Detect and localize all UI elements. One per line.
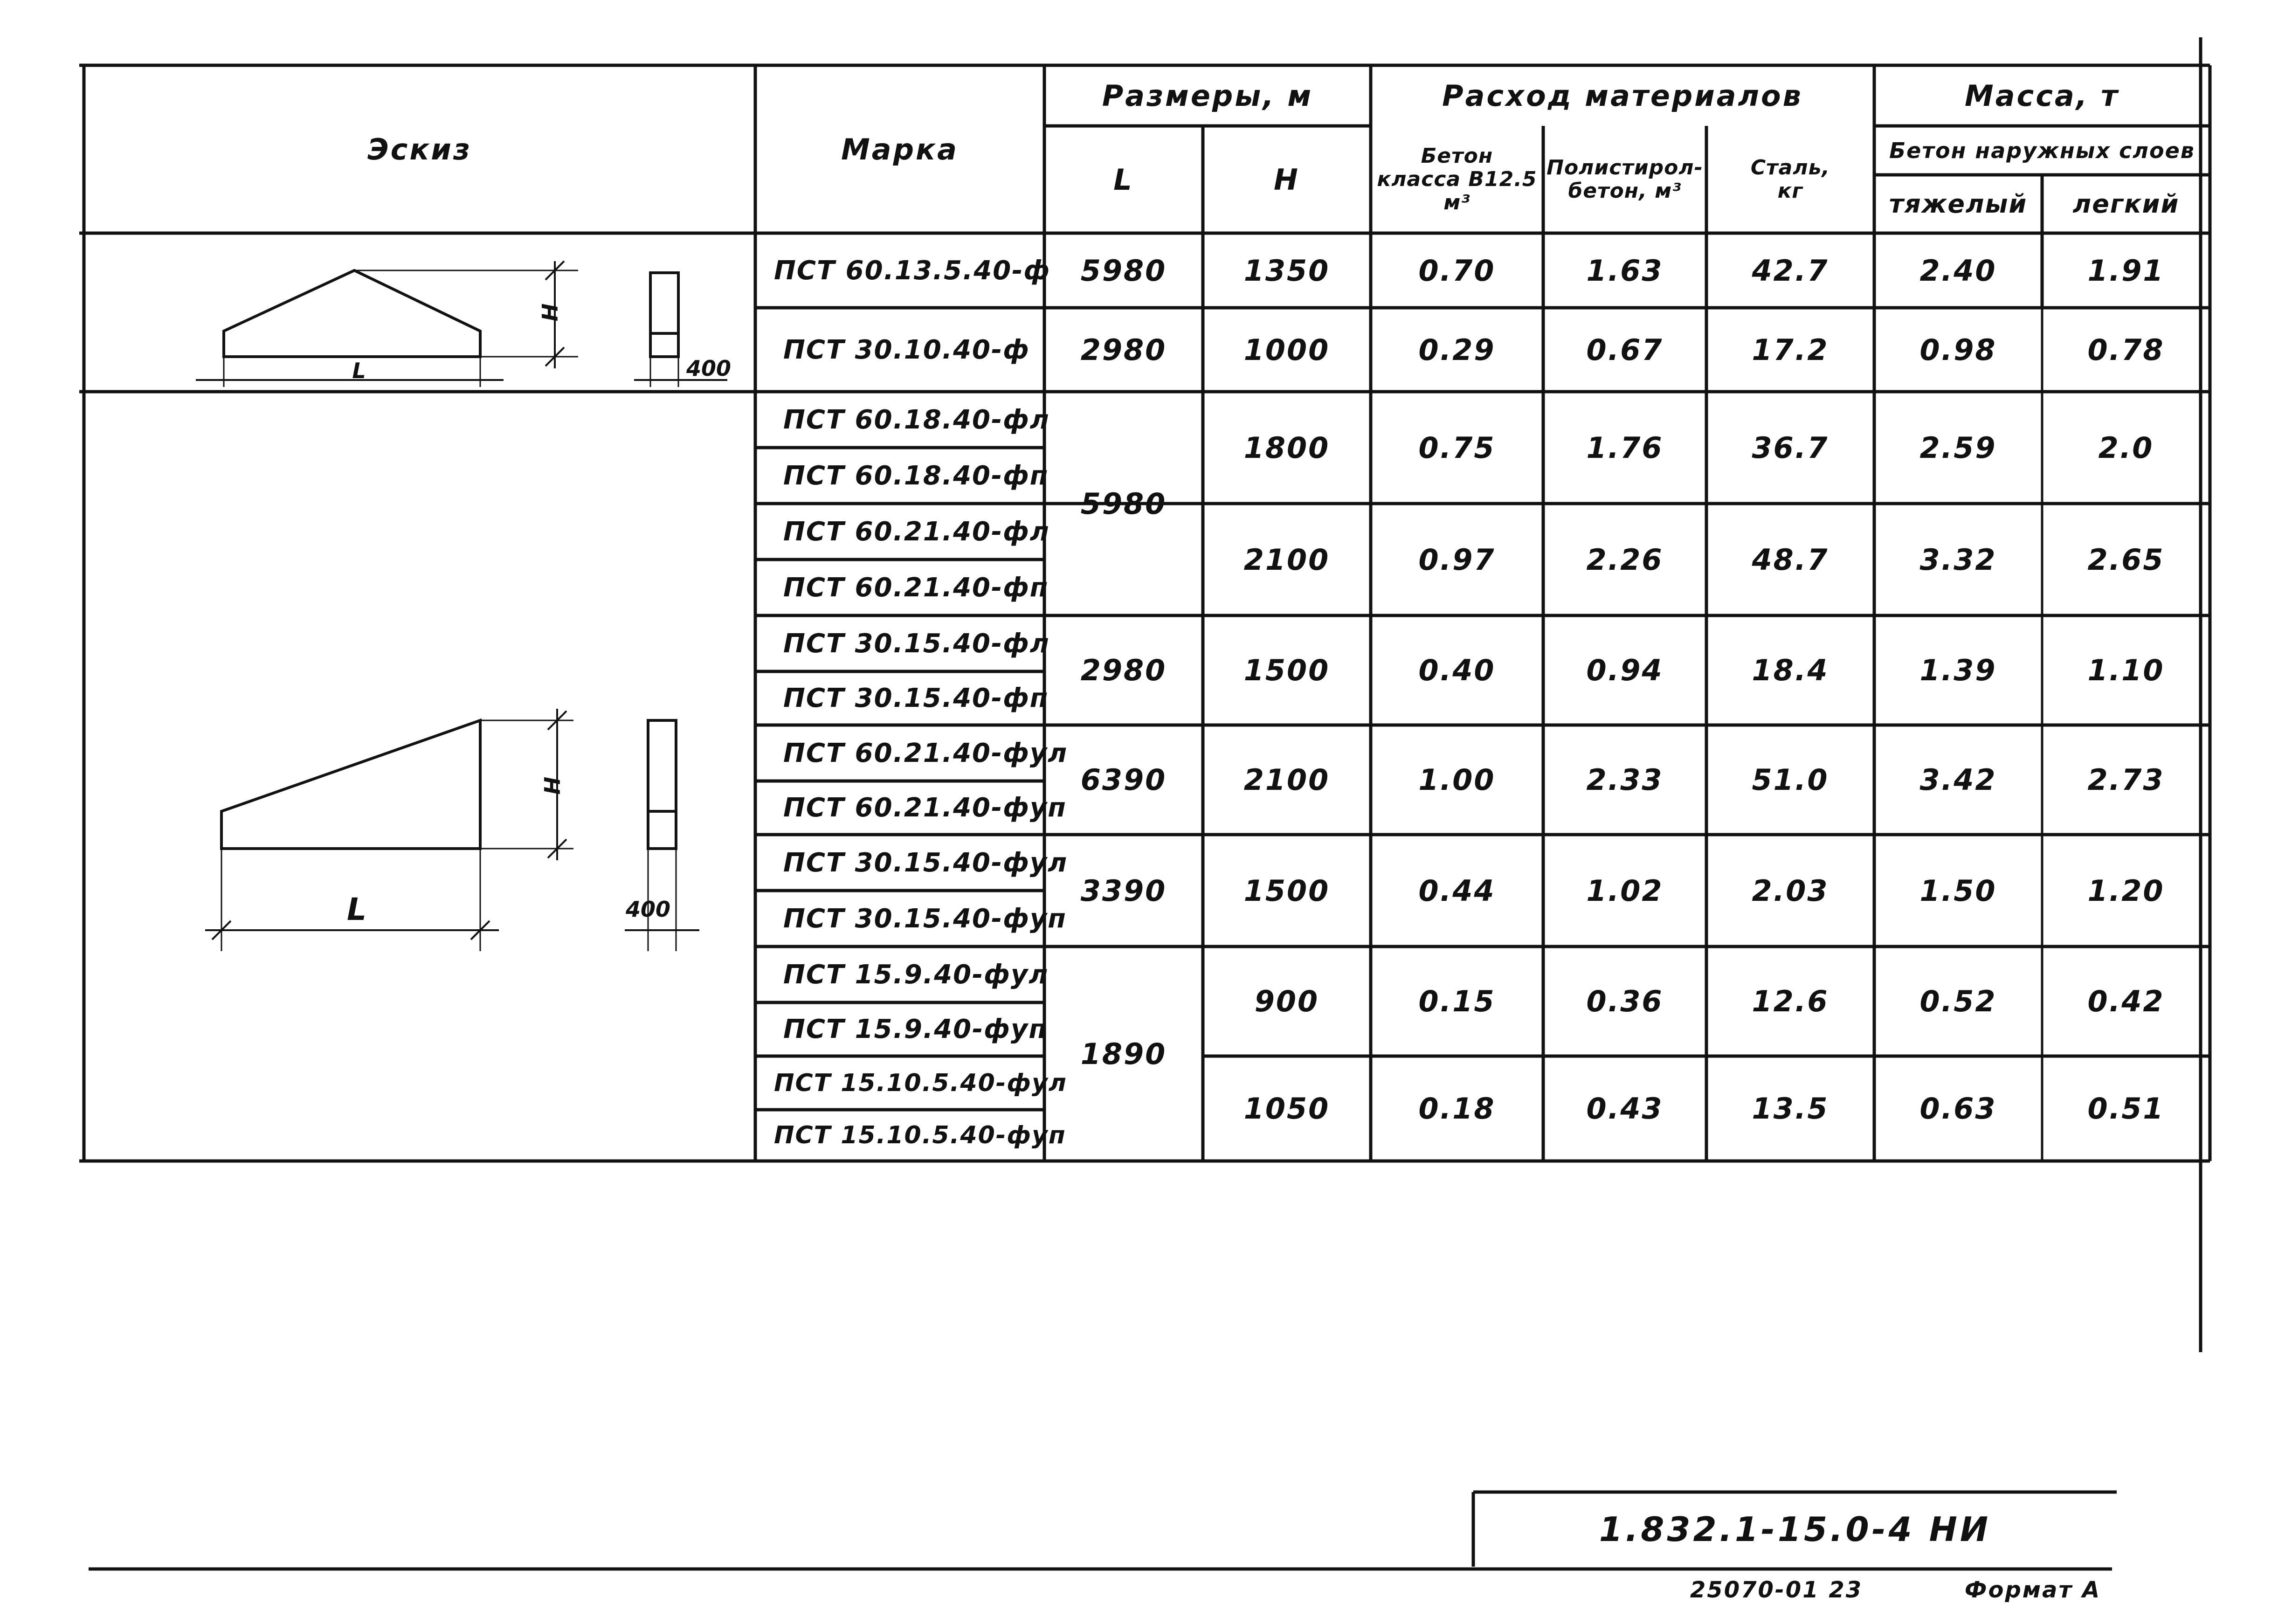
header-marka: Марка: [841, 132, 959, 166]
table-row-marka: ПСТ 15.9.40-фул: [783, 959, 1049, 990]
cell-L: 3390: [1080, 873, 1167, 908]
header-eskiz: Эскиз: [367, 132, 472, 166]
header-razmery-L: L: [1113, 162, 1134, 197]
header-beton: [1371, 126, 1543, 233]
header-massa: Масса, т: [1965, 78, 2119, 113]
cell-polistirol: 0.43: [1586, 1092, 1664, 1126]
cell-tyazh: 0.52: [1919, 984, 1997, 1018]
cell-H: 2100: [1243, 542, 1330, 577]
cell-beton: 1.00: [1418, 763, 1496, 797]
cell-legk: 2.73: [2087, 763, 2165, 797]
header-polistirol-line2: бетон, м³: [1568, 179, 1682, 203]
cell-L: 1890: [1080, 1037, 1167, 1071]
header-polistirol: [1543, 126, 1706, 233]
table-row-marka: ПСТ 30.15.40-фп: [783, 683, 1049, 713]
cell-tyazh: 3.32: [1919, 542, 1997, 577]
header-raskhod: Расход материалов: [1442, 78, 1803, 113]
cell-stal: 18.4: [1752, 653, 1829, 687]
cell-L: 2980: [1080, 653, 1167, 687]
cell-tyazh: 1.39: [1919, 653, 1997, 687]
header-stal: [1706, 126, 1874, 233]
cell-polistirol: 0.67: [1586, 332, 1664, 367]
cell-stal: 12.6: [1752, 984, 1829, 1018]
cell-L: 2980: [1080, 332, 1167, 367]
cell-H: 1800: [1243, 430, 1330, 465]
header-beton-naruzh: Бетон наружных слоев: [1889, 138, 2195, 163]
cell-stal: 42.7: [1752, 253, 1829, 288]
cell-tyazh: 2.59: [1919, 430, 1997, 465]
cell-legk: 1.20: [2087, 873, 2165, 908]
cell-tyazh: 3.42: [1919, 763, 1997, 797]
cell-stal: 36.7: [1752, 430, 1829, 465]
sketch-dim-400-bottom: 400: [625, 897, 671, 922]
cell-stal: 48.7: [1752, 542, 1829, 577]
table-row-marka: ПСТ 15.10.5.40-фуп: [774, 1121, 1066, 1149]
cell-legk: 2.65: [2087, 542, 2165, 577]
table-row-marka: ПСТ 30.15.40-фл: [783, 628, 1050, 659]
inventory-number: 25070-01 23: [1690, 1577, 1863, 1603]
header-razmery: Размеры, м: [1102, 78, 1313, 113]
header-legky: легкий: [2072, 189, 2180, 219]
cell-polistirol: 0.36: [1586, 984, 1664, 1018]
table-row-marka: ПСТ 60.21.40-фл: [783, 516, 1050, 547]
sketch-dim-L-top: L: [352, 358, 366, 383]
cell-H: 1350: [1243, 253, 1330, 288]
header-beton-line1: Бетон: [1421, 144, 1493, 168]
table-row-marka: ПСТ 60.18.40-фл: [783, 404, 1050, 435]
cell-H: 1000: [1243, 332, 1330, 367]
cell-legk: 2.0: [2098, 430, 2154, 465]
cell-beton: 0.15: [1418, 984, 1496, 1018]
cell-L: 6390: [1080, 763, 1167, 797]
sheet-format: Формат А: [1964, 1577, 2101, 1603]
table-row-marka: ПСТ 60.13.5.40-ф: [774, 255, 1051, 286]
cell-stal: 17.2: [1752, 332, 1829, 367]
cell-legk: 1.10: [2087, 653, 2165, 687]
cell-stal: 13.5: [1752, 1092, 1829, 1126]
header-polistirol-line1: Полистирол-: [1546, 156, 1703, 180]
table-row-marka: ПСТ 60.21.40-фуп: [783, 793, 1067, 823]
cell-polistirol: 1.02: [1586, 873, 1664, 908]
sketch-dim-H-bottom: Н: [540, 776, 565, 795]
header-beton-line3: м³: [1443, 191, 1470, 214]
table-row-marka: ПСТ 30.15.40-фуп: [783, 903, 1067, 934]
cell-legk: 0.51: [2087, 1092, 2165, 1126]
cell-beton: 0.70: [1418, 253, 1496, 288]
cell-tyazh: 0.63: [1919, 1092, 1997, 1126]
sketch-dim-H-top: Н: [538, 303, 563, 322]
sketch-dim-L-bottom: L: [346, 891, 367, 927]
header-stal-line2: кг: [1777, 179, 1803, 203]
cell-beton: 0.97: [1418, 542, 1496, 577]
cell-H: 1050: [1243, 1092, 1330, 1126]
cell-H: 1500: [1243, 653, 1330, 687]
cell-polistirol: 1.76: [1586, 430, 1664, 465]
cell-stal: 2.03: [1752, 873, 1829, 908]
table-row-marka: ПСТ 30.10.40-ф: [783, 334, 1030, 365]
header-stal-line1: Сталь,: [1750, 156, 1830, 180]
cell-tyazh: 2.40: [1919, 253, 1997, 288]
cell-polistirol: 1.63: [1586, 253, 1664, 288]
table-row-marka: ПСТ 60.21.40-фп: [783, 572, 1049, 603]
cell-polistirol: 2.33: [1586, 763, 1664, 797]
cell-beton: 0.75: [1418, 430, 1496, 465]
cell-beton: 0.44: [1418, 873, 1496, 908]
table-row-marka: ПСТ 30.15.40-фул: [783, 847, 1068, 878]
cell-polistirol: 0.94: [1586, 653, 1664, 687]
cell-legk: 0.42: [2087, 984, 2165, 1018]
table-row-marka: ПСТ 60.18.40-фп: [783, 460, 1049, 491]
header-tyazhely: тяжелый: [1889, 189, 2028, 219]
cell-tyazh: 0.98: [1919, 332, 1997, 367]
cell-H: 900: [1254, 984, 1319, 1018]
cell-H: 1500: [1243, 873, 1330, 908]
cell-legk: 0.78: [2087, 332, 2165, 367]
cell-L: 5980: [1080, 253, 1167, 288]
table-row-marka: ПСТ 60.21.40-фул: [783, 738, 1068, 768]
sheet-code: 1.832.1-15.0-4 НИ: [1599, 1510, 1991, 1549]
cell-tyazh: 1.50: [1919, 873, 1997, 908]
table-row-marka: ПСТ 15.9.40-фуп: [783, 1014, 1048, 1044]
table-row-marka: ПСТ 15.10.5.40-фул: [774, 1069, 1067, 1097]
cell-beton: 0.18: [1418, 1092, 1496, 1126]
cell-beton: 0.29: [1418, 332, 1496, 367]
sketch-dim-400-top: 400: [686, 356, 732, 381]
cell-L: 5980: [1080, 486, 1167, 521]
cell-stal: 51.0: [1752, 763, 1829, 797]
cell-H: 2100: [1243, 763, 1330, 797]
cell-beton: 0.40: [1418, 653, 1496, 687]
cell-polistirol: 2.26: [1586, 542, 1664, 577]
header-beton-line2: класса В12.5: [1377, 167, 1537, 191]
header-razmery-H: Н: [1274, 162, 1300, 197]
cell-legk: 1.91: [2087, 253, 2165, 288]
